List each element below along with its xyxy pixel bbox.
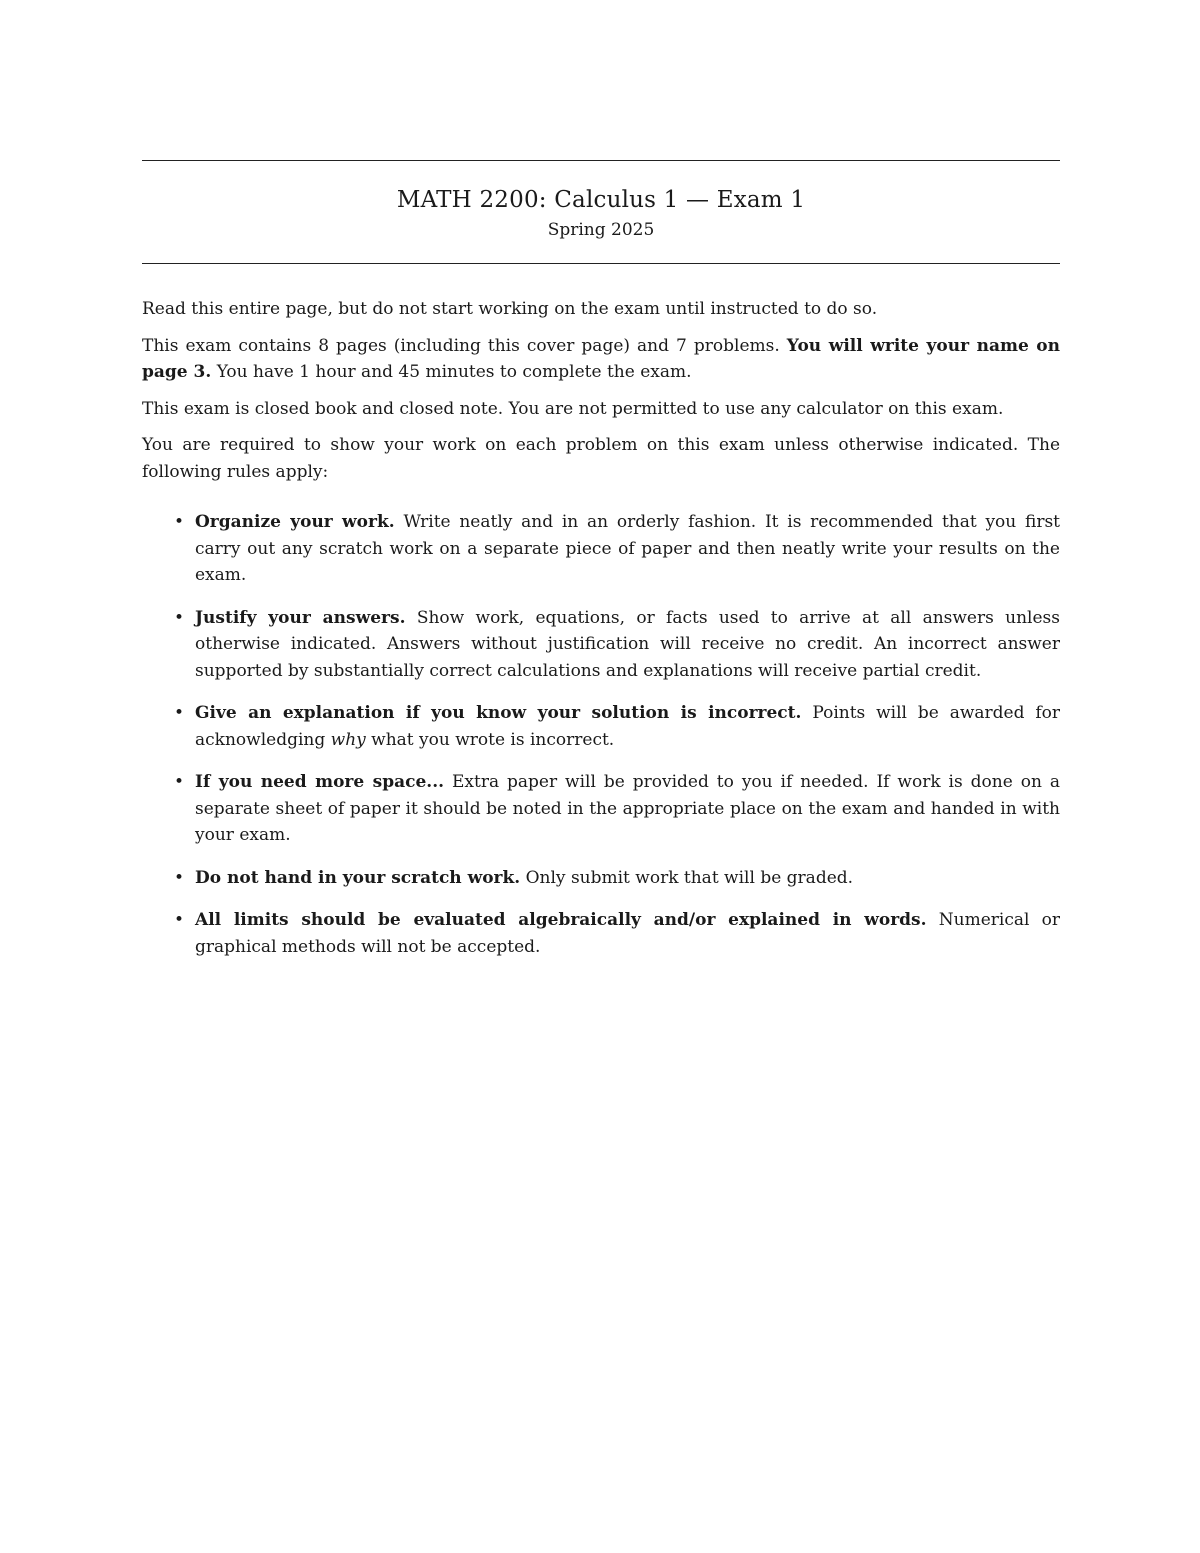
rule-text: Numerical or graphical methods will not be accepted. — [195, 910, 1060, 957]
intro-paragraph-2-text: This exam contains 8 pages (including this cover page) and 7 problems. — [142, 335, 780, 356]
bullet-icon: • — [174, 772, 185, 792]
rule-text: Write neatly and in an orderly fashion. It is recommended that you first carry out any scratch work on a separate piece of paper and then neatly write your results on the exam. — [195, 512, 1061, 585]
title-block — [142, 161, 1060, 263]
bullet-icon: • — [174, 703, 185, 723]
rule-text: Show work, equations, or facts used to arrive at all answers unless otherwise indicated. Answers without justification will receive no credit. An incorrect answer supported by substantially correct calculations and explanations will receive partial credit. — [195, 607, 1060, 681]
rule-heading: All limits should be evaluated algebraically and/or explained in words. — [195, 910, 927, 930]
rule-text: Extra paper will be provided to you if needed. If work is done on a separate sheet of paper it should be noted in the appropriate place on the exam and handed in with your exam. — [195, 772, 1060, 845]
rule-item — [142, 769, 1060, 849]
rules-list — [142, 509, 1060, 960]
exam-term: Spring 2025 — [547, 220, 655, 240]
rule-text: Points will be awarded for acknowledging — [195, 703, 1061, 750]
intro-paragraph-2-bold: You will write your name on page 3. — [142, 335, 1061, 382]
rule-item — [142, 907, 1060, 960]
rule-item — [142, 700, 1060, 753]
rule-heading: If you need more space... — [195, 772, 445, 792]
rule-heading: Do not hand in your scratch work. — [195, 867, 521, 888]
intro-paragraph-1: Read this entire page, but do not start working on the exam until instructed to do so. — [142, 299, 878, 319]
rule-text-tail: what you wrote is incorrect. — [371, 729, 615, 750]
intro-paragraph-2 — [142, 333, 1060, 386]
rule-item — [142, 865, 1060, 892]
intro-paragraph-4: You are required to show your work on each problem on this exam unless otherwise indicated. The following rules apply: — [142, 435, 1060, 482]
exam-cover-page — [142, 160, 1060, 976]
bullet-icon: • — [174, 607, 185, 628]
bullet-icon: • — [174, 910, 185, 930]
rule-text: Only submit work that will be graded. — [525, 867, 854, 888]
intro-paragraph-3: This exam is closed book and closed note. You are not permitted to use any calculator on this exam. — [142, 398, 1004, 419]
rule-heading: Justify your answers. — [195, 607, 406, 628]
exam-title: MATH 2200: Calculus 1 — Exam 1 — [396, 187, 806, 213]
bullet-icon: • — [174, 512, 185, 532]
instructions-body — [142, 296, 1060, 960]
rule-emphasis: why — [330, 729, 366, 750]
rule-heading: Give an explanation if you know your solution is incorrect. — [195, 703, 802, 723]
bullet-icon: • — [174, 867, 185, 888]
rule-heading: Organize your work. — [195, 512, 395, 532]
bottom-rule — [142, 263, 1060, 264]
rule-item — [142, 509, 1060, 589]
rule-item — [142, 605, 1060, 685]
intro-paragraph-2-tail: You have 1 hour and 45 minutes to complete the exam. — [216, 362, 692, 382]
